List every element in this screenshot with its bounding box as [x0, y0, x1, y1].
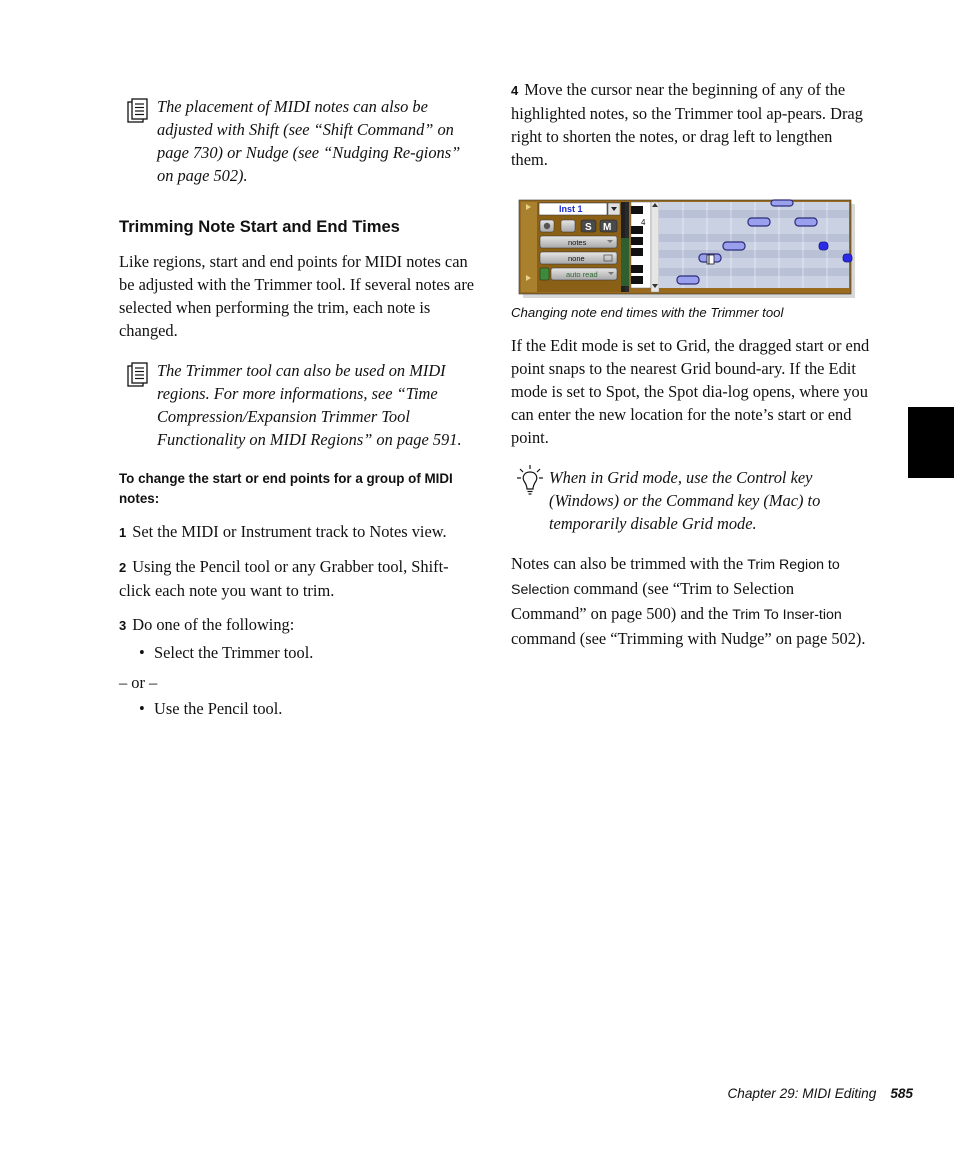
- note-text: The placement of MIDI notes can also be adjusted with Shift (see “Shift Command” on page 730) or Nudge (see “Nudging Re-gions” on page 502).: [157, 97, 461, 185]
- black-key: [631, 226, 643, 234]
- paragraph-trim-commands: [511, 552, 871, 650]
- tip-text: When in Grid mode, use the Control key (Windows) or the Command key (Mac) to temporarily disable Grid mode.: [549, 468, 821, 533]
- mute-label: M: [603, 222, 612, 233]
- figure-caption: Changing note end times with the Trimmer tool: [511, 305, 784, 320]
- text-run: command (see “Trim to Selection Command” on page 500) and the: [511, 579, 795, 623]
- step-text: Do one of the following:: [132, 615, 295, 634]
- step-3: [119, 613, 479, 637]
- trimmer-screenshot-figure: [511, 198, 855, 298]
- meter-fill: [625, 238, 629, 286]
- step-text: Set the MIDI or Instrument track to Notes view.: [132, 522, 447, 541]
- text-run: command (see “Trimming with Nudge” on page 502).: [511, 629, 866, 648]
- automation-icon[interactable]: [540, 268, 549, 280]
- solo-label: S: [585, 222, 592, 233]
- paragraph: Like regions, start and end points for MIDI notes can be adjusted with the Trimmer tool. If several notes are selected when performing the trim, each note is changed.: [119, 252, 475, 340]
- trimmer-cursor-icon: [707, 255, 714, 264]
- command-name: Trim To Inser-tion: [732, 607, 842, 623]
- chapter-thumb-tab: [908, 407, 954, 478]
- record-icon: [544, 223, 550, 229]
- step-number: 1: [119, 525, 127, 540]
- black-key: [631, 206, 643, 214]
- procedure-heading: To change the start or end points for a group of MIDI notes:: [119, 471, 453, 506]
- octave-number: 4: [641, 218, 646, 227]
- black-key: [631, 265, 643, 273]
- midi-note[interactable]: [771, 200, 793, 206]
- playlist-label: none: [568, 254, 585, 263]
- grid-row: [659, 250, 849, 258]
- step-1: [119, 520, 479, 544]
- track-name-label: Inst 1: [559, 204, 583, 214]
- note-text: The Trimmer tool can also be used on MIDI regions. For more informations, see “Time Compression/Expansion Trimmer Tool Functionality on MIDI Regions” on page 591.: [157, 361, 462, 449]
- tip-grid-mode: [511, 466, 871, 535]
- grid-row: [659, 268, 849, 276]
- section-heading: Trimming Note Start and End Times: [119, 217, 400, 236]
- bullet-text: Use the Pencil tool.: [154, 699, 283, 718]
- note-icon: [127, 98, 149, 124]
- left-column: [119, 95, 479, 720]
- view-selector-label: notes: [568, 238, 587, 247]
- bullet-dot: •: [139, 643, 145, 662]
- note-shift-nudge: [119, 95, 479, 187]
- midi-note[interactable]: [795, 218, 817, 226]
- chapter-title: Chapter 29: MIDI Editing: [727, 1086, 877, 1101]
- grid-row: [659, 210, 849, 218]
- step-2: [119, 555, 479, 602]
- paragraph: If the Edit mode is set to Grid, the dragged start or end point snaps to the nearest Grid bound-ary. If the Edit mode is set to Spot, the Spot dia-log opens, where you can enter the new location for the note’s start or end point.: [511, 336, 870, 447]
- automation-mode-label: auto read: [566, 270, 598, 279]
- right-column: [511, 78, 871, 650]
- or-separator: – or –: [119, 673, 158, 692]
- step-text: Using the Pencil tool or any Grabber tool, Shift-click each note you want to trim.: [119, 557, 449, 600]
- lightbulb-icon: [517, 464, 543, 496]
- input-monitor-button[interactable]: [561, 220, 575, 232]
- midi-note-selected[interactable]: [819, 242, 828, 250]
- step-number: 2: [119, 560, 127, 575]
- note-trimmer-regions: [119, 359, 479, 451]
- bullet-dot: •: [139, 699, 145, 718]
- black-key: [631, 276, 643, 284]
- midi-track-screenshot: [511, 198, 855, 298]
- black-key: [631, 248, 643, 256]
- bullet-item: [119, 697, 479, 720]
- midi-note-selected[interactable]: [843, 254, 852, 262]
- page-number: 585: [890, 1086, 913, 1101]
- step-4: [511, 78, 871, 171]
- bullet-item: [119, 641, 479, 664]
- meter-fill: [621, 238, 625, 286]
- step-number: 4: [511, 83, 519, 98]
- bullet-text: Select the Trimmer tool.: [154, 643, 314, 662]
- page-footer: [640, 1086, 913, 1101]
- black-key: [631, 237, 643, 245]
- step-number: 3: [119, 618, 127, 633]
- text-run: Notes can also be trimmed with the: [511, 554, 748, 573]
- note-icon: [127, 362, 149, 388]
- grid-row: [659, 234, 849, 242]
- midi-note[interactable]: [748, 218, 770, 226]
- keyboard-scrollbar[interactable]: [651, 202, 659, 292]
- midi-note[interactable]: [677, 276, 699, 284]
- command-name: Trim Region to Selection: [511, 557, 840, 598]
- step-text: Move the cursor near the beginning of any of the highlighted notes, so the Trimmer tool ap-pears. Drag right to shorten the notes, or drag left to lengthen them.: [511, 80, 863, 169]
- midi-note[interactable]: [723, 242, 745, 250]
